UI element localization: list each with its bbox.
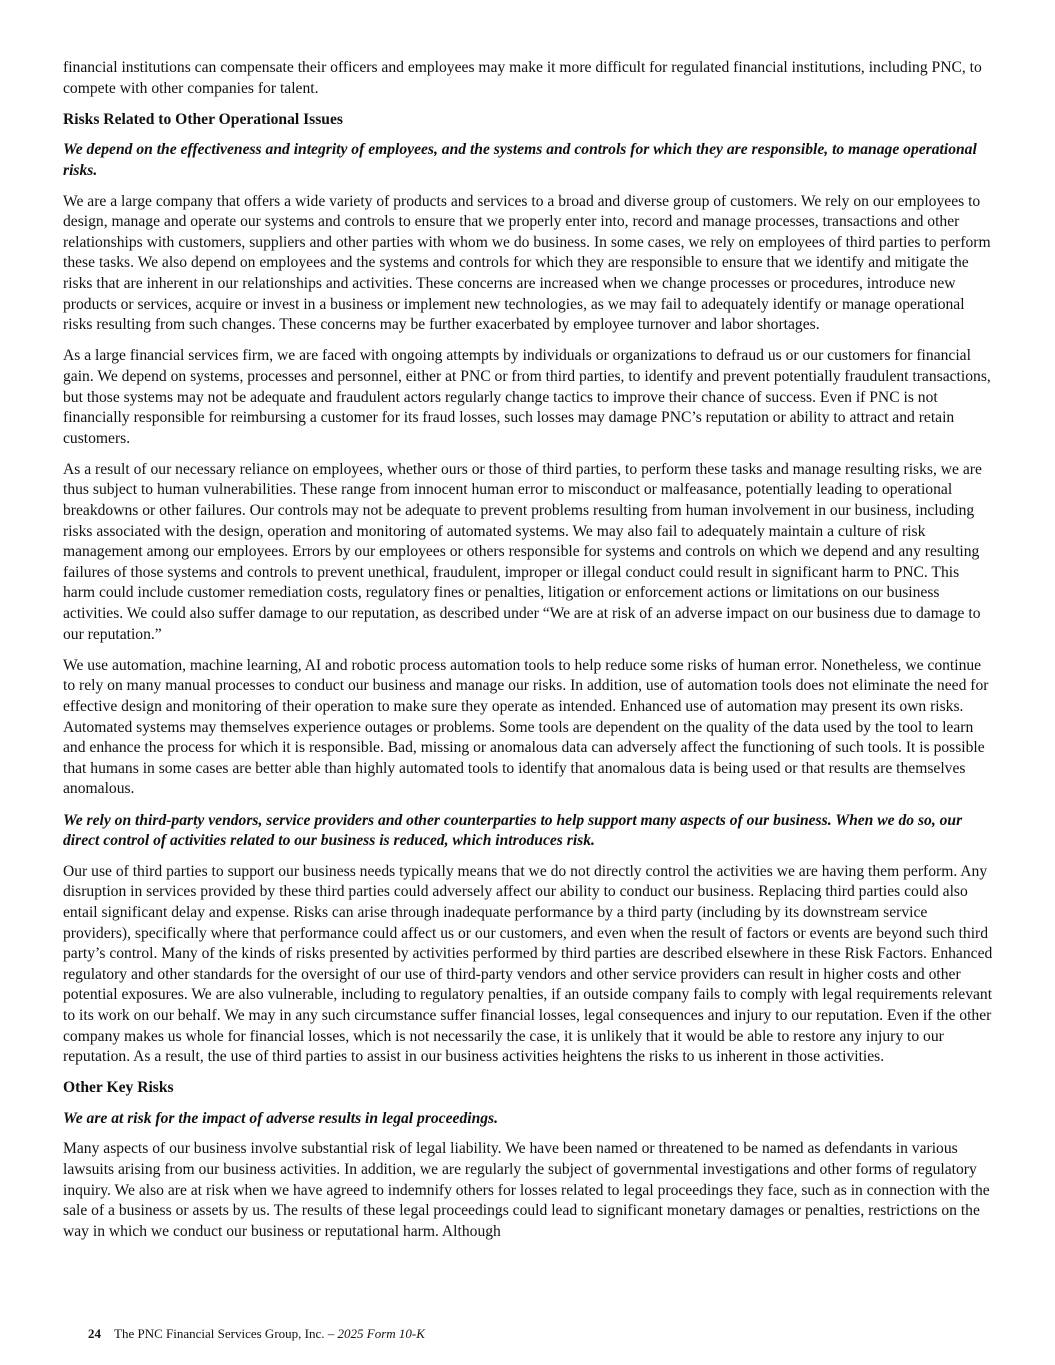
paragraph-employees-1: We are a large company that offers a wide variety of products and services to a broad and diverse group of customers. We rely on our employees to design, manage and operate our systems and controls to ensure that we properly enter into, record and manage processes, transactions and other relationships with customers, suppliers and other parties with whom we do business. In some cases, we rely on employees of third parties to perform these tasks. We also depend on employees and the systems and controls for which they are responsible to ensure that we identify and mitigate the risks that are inherent in our relationships and activities. These concerns are increased when we change processes or procedures, introduce new products or services, acquire or invest in a business or implement new technologies, as we may fail to adequately identify or manage operational risks resulting from such changes. These concerns may be further exacerbated by employee turnover and labor shortages. — [63, 192, 991, 334]
risk-title-employees: We depend on the effectiveness and integrity of employees, and the systems and controls for which they are responsible, to manage operational risks. — [63, 141, 977, 179]
section-heading-operational: Risks Related to Other Operational Issues — [63, 110, 343, 128]
intro-continuation-paragraph: financial institutions can compensate their officers and employees may make it more difficult for regulated financial institutions, including PNC, to compete with other companies for talent. — [63, 59, 982, 97]
paragraph-employees-4: We use automation, machine learning, AI and robotic process automation tools to help reduce some risks of human error. Nonetheless, we continue to rely on many manual processes to conduct our business and manage our risks. In addition, use of automation tools does not eliminate the need for effective design and monitoring of their operation to make sure they operate as intended. Enhanced use of automation may present its own risks. Automated systems may themselves experience outages or problems. Some tools are dependent on the quality of the data used by the tool to learn and enhance the process for which it is responsible. Bad, missing or anomalous data can adversely affect the functioning of such tools. It is possible that humans in some cases are better able than highly automated tools to identify that anomalous data is being used or that results are themselves anomalous. — [63, 656, 989, 798]
page-number: 24 — [88, 1326, 101, 1341]
risk-title-third-party: We rely on third-party vendors, service providers and other counterparties to help support many aspects of our business. When we do so, our direct control of activities related to our business is reduced, which introduces risk. — [63, 811, 963, 850]
footer-form-label: 2025 Form 10-K — [337, 1326, 425, 1341]
section-heading-other-key-risks: Other Key Risks — [63, 1079, 174, 1097]
page-body — [63, 58, 995, 1253]
paragraph-third-party-1: Our use of third parties to support our business needs typically means that we do not directly control the activities we are having them perform. Any disruption in services provided by these third parties could adversely affect our ability to conduct our business. Replacing third parties could also entail significant delay and expense. Risks can arise through inadequate performance by a third party (including by its downstream service providers), specifically where that performance could affect us or our customers, and even when the result of factors or events are beyond such third party’s control. Many of the kinds of risks presented by activities performed by third parties are described elsewhere in these Risk Factors. Enhanced regulatory and other standards for the oversight of our use of third-party vendors and other service providers can result in higher costs and other potential exposures. We are also vulnerable, including to regulatory penalties, if an outside company fails to comply with legal requirements relevant to its work on our behalf. We may in any such circumstance suffer financial losses, legal consequences and injury to our reputation. Even if the other company makes us whole for financial losses, which is not necessarily the case, it is unlikely that it would be able to restore any injury to our reputation. As a result, the use of third parties to assist in our business activities heightens the risks to us inherent in those activities. — [63, 862, 993, 1066]
page-footer — [88, 1326, 425, 1342]
paragraph-legal-proceedings-1: Many aspects of our business involve substantial risk of legal liability. We have been named or threatened to be named as defendants in various lawsuits arising from our business activities. In addition, we are regularly the subject of governmental investigations and other forms of regulatory inquiry. We also are at risk when we have agreed to indemnify others for losses related to legal proceedings they face, such as in connection with the sale of a business or assets by us. The results of these legal proceedings could lead to significant monetary damages or penalties, restrictions on the way in which we conduct our business or reputational harm. Although — [63, 1140, 990, 1240]
paragraph-employees-2: As a large financial services firm, we are faced with ongoing attempts by individuals or organizations to defraud us or our customers for financial gain. We depend on systems, processes and personnel, either at PNC or from third parties, to identify and prevent potentially fraudulent transactions, but those systems may not be adequate and fraudulent actors regularly change tactics to improve their chance of success. Even if PNC is not financially responsible for reimbursing a customer for its fraud losses, such losses may damage PNC’s reputation or ability to attract and retain customers. — [63, 347, 991, 447]
footer-company-name: The PNC Financial Services Group, Inc. – — [114, 1326, 335, 1341]
paragraph-employees-3: As a result of our necessary reliance on employees, whether ours or those of third parties, to perform these tasks and manage resulting risks, we are thus subject to human vulnerabilities. These range from innocent human error to misconduct or malfeasance, potentially leading to operational breakdowns or other failures. Our controls may not be adequate to prevent problems resulting from human involvement in our business, including risks associated with the design, operation and monitoring of automated systems. We may also fail to adequately maintain a culture of risk management among our employees. Errors by our employees or others responsible for systems and controls on which we depend and any resulting failures of those systems and controls to prevent unethical, fraudulent, improper or illegal conduct could result in significant harm to PNC. This harm could include customer remediation costs, regulatory fines or penalties, litigation or enforcement actions or limitations on our business activities. We could also suffer damage to our reputation, as described under “We are at risk of an adverse impact on our business due to damage to our reputation.” — [63, 460, 982, 643]
risk-title-legal-proceedings: We are at risk for the impact of adverse results in legal proceedings. — [63, 1109, 499, 1127]
